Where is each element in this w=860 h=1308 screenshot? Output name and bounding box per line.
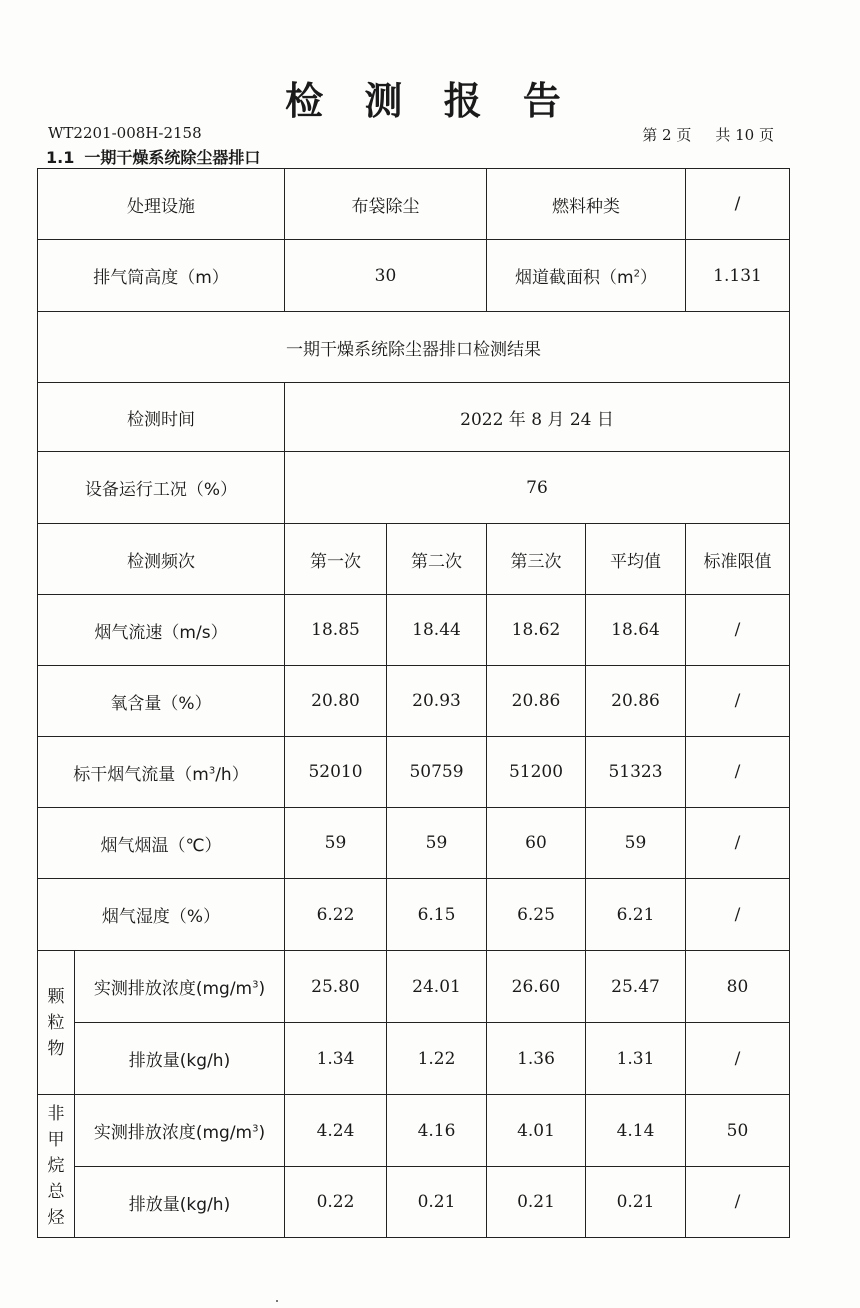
value-limit: / xyxy=(686,808,790,879)
section-number: 1.1 xyxy=(46,148,75,167)
row-label: 烟气烟温（℃） xyxy=(38,808,285,879)
column-header-average: 平均值 xyxy=(586,524,686,595)
column-header-label: 检测频次 xyxy=(38,524,285,595)
value-second: 24.01 xyxy=(387,951,487,1023)
page-total: 共 10 页 xyxy=(715,126,774,144)
treatment-label: 处理设施 xyxy=(38,169,285,240)
value-third: 26.60 xyxy=(487,951,586,1023)
document-number: WT2201-008H-2158 xyxy=(48,124,202,142)
value-limit: / xyxy=(686,666,790,737)
value-average: 0.21 xyxy=(586,1167,686,1238)
page-current: 第 2 页 xyxy=(642,126,692,144)
flue-area-label-close: ） xyxy=(639,268,657,288)
value-third: 0.21 xyxy=(487,1167,586,1238)
group-char: 粒 xyxy=(47,1012,65,1033)
flue-area-value: 1.131 xyxy=(686,240,790,312)
results-table xyxy=(37,168,790,1238)
row-label-text: 实测排放浓度(mg/m xyxy=(93,1123,253,1143)
column-header-first: 第一次 xyxy=(285,524,387,595)
report-title: 检 测 报 告 xyxy=(285,79,575,123)
value-third: 6.25 xyxy=(487,879,586,951)
group-char: 颗 xyxy=(47,986,65,1007)
value-third: 51200 xyxy=(487,737,586,808)
value-third: 20.86 xyxy=(487,666,586,737)
flue-area-label-sup: 2 xyxy=(633,268,640,280)
value-limit: / xyxy=(686,737,790,808)
row-label: 排放量(kg/h) xyxy=(75,1023,285,1095)
results-heading: 一期干燥系统除尘器排口检测结果 xyxy=(38,312,790,383)
fuel-value: / xyxy=(686,169,790,240)
row-label-post: ) xyxy=(258,979,266,999)
results-heading-row xyxy=(38,312,790,383)
value-average: 25.47 xyxy=(586,951,686,1023)
row-label-post: /h） xyxy=(215,764,249,785)
section-heading xyxy=(46,145,260,168)
value-third: 60 xyxy=(487,808,586,879)
time-value: 2022 年 8 月 24 日 xyxy=(285,383,790,452)
fuel-label: 燃料种类 xyxy=(487,169,686,240)
row-label xyxy=(38,737,285,808)
row-label: 烟气流速（m/s） xyxy=(38,595,285,666)
scan-speck xyxy=(276,1300,278,1302)
row-nmhc-rate xyxy=(38,1167,790,1238)
row-std-dry-flow xyxy=(38,737,790,808)
condition-label: 设备运行工况（%） xyxy=(38,452,285,524)
value-average: 4.14 xyxy=(586,1095,686,1167)
value-average: 18.64 xyxy=(586,595,686,666)
value-limit: / xyxy=(686,879,790,951)
treatment-value: 布袋除尘 xyxy=(285,169,487,240)
value-second: 59 xyxy=(387,808,487,879)
row-label-post: ) xyxy=(258,1123,266,1143)
row-label-sup: 3 xyxy=(208,764,216,776)
info-row-treatment xyxy=(38,169,790,240)
value-third: 4.01 xyxy=(487,1095,586,1167)
value-first: 0.22 xyxy=(285,1167,387,1238)
row-humidity xyxy=(38,879,790,951)
flue-area-label-text: 烟道截面积（m xyxy=(515,268,634,288)
row-particulate-concentration xyxy=(38,951,790,1023)
group-char: 非 xyxy=(47,1104,65,1124)
value-average: 6.21 xyxy=(586,879,686,951)
value-first: 52010 xyxy=(285,737,387,808)
stack-height-label: 排气筒高度（m） xyxy=(38,240,285,312)
group-label-nmhc xyxy=(38,1095,75,1238)
time-label: 检测时间 xyxy=(38,383,285,452)
row-flow-velocity xyxy=(38,595,790,666)
value-first: 59 xyxy=(285,808,387,879)
value-limit: / xyxy=(686,595,790,666)
group-label-particulate xyxy=(38,951,75,1095)
page-info xyxy=(642,124,774,145)
group-char: 烃 xyxy=(47,1208,65,1228)
value-second: 1.22 xyxy=(387,1023,487,1095)
value-average: 59 xyxy=(586,808,686,879)
column-header-limit: 标准限值 xyxy=(686,524,790,595)
value-first: 25.80 xyxy=(285,951,387,1023)
flue-area-label xyxy=(487,240,686,312)
column-header-second: 第二次 xyxy=(387,524,487,595)
row-nmhc-concentration xyxy=(38,1095,790,1167)
info-row-stack xyxy=(38,240,790,312)
row-label-text: 实测排放浓度(mg/m xyxy=(93,979,253,999)
condition-value: 76 xyxy=(285,452,790,524)
row-temperature xyxy=(38,808,790,879)
column-header-row xyxy=(38,524,790,595)
row-label-sup: 3 xyxy=(252,979,259,991)
value-limit: / xyxy=(686,1167,790,1238)
value-second: 4.16 xyxy=(387,1095,487,1167)
condition-row xyxy=(38,452,790,524)
row-label xyxy=(75,951,285,1023)
value-second: 6.15 xyxy=(387,879,487,951)
value-second: 50759 xyxy=(387,737,487,808)
section-title: 一期干燥系统除尘器排口 xyxy=(84,148,261,167)
row-label: 烟气湿度（%） xyxy=(38,879,285,951)
row-label xyxy=(75,1095,285,1167)
group-char: 烷 xyxy=(47,1156,65,1176)
row-label-sup: 3 xyxy=(252,1123,259,1135)
value-third: 18.62 xyxy=(487,595,586,666)
value-first: 18.85 xyxy=(285,595,387,666)
stack-height-value: 30 xyxy=(285,240,487,312)
value-second: 20.93 xyxy=(387,666,487,737)
row-particulate-rate xyxy=(38,1023,790,1095)
value-limit: 80 xyxy=(686,951,790,1023)
value-second: 18.44 xyxy=(387,595,487,666)
column-header-third: 第三次 xyxy=(487,524,586,595)
row-label-text: 标干烟气流量（m xyxy=(73,764,209,785)
row-label: 排放量(kg/h) xyxy=(75,1167,285,1238)
value-average: 20.86 xyxy=(586,666,686,737)
value-first: 6.22 xyxy=(285,879,387,951)
value-first: 4.24 xyxy=(285,1095,387,1167)
value-third: 1.36 xyxy=(487,1023,586,1095)
value-average: 1.31 xyxy=(586,1023,686,1095)
value-limit: / xyxy=(686,1023,790,1095)
row-oxygen xyxy=(38,666,790,737)
row-label: 氧含量（%） xyxy=(38,666,285,737)
value-limit: 50 xyxy=(686,1095,790,1167)
group-char: 甲 xyxy=(47,1130,65,1150)
value-first: 1.34 xyxy=(285,1023,387,1095)
value-average: 51323 xyxy=(586,737,686,808)
time-row xyxy=(38,383,790,452)
value-first: 20.80 xyxy=(285,666,387,737)
value-second: 0.21 xyxy=(387,1167,487,1238)
group-char: 总 xyxy=(47,1182,65,1202)
group-char: 物 xyxy=(47,1038,65,1059)
